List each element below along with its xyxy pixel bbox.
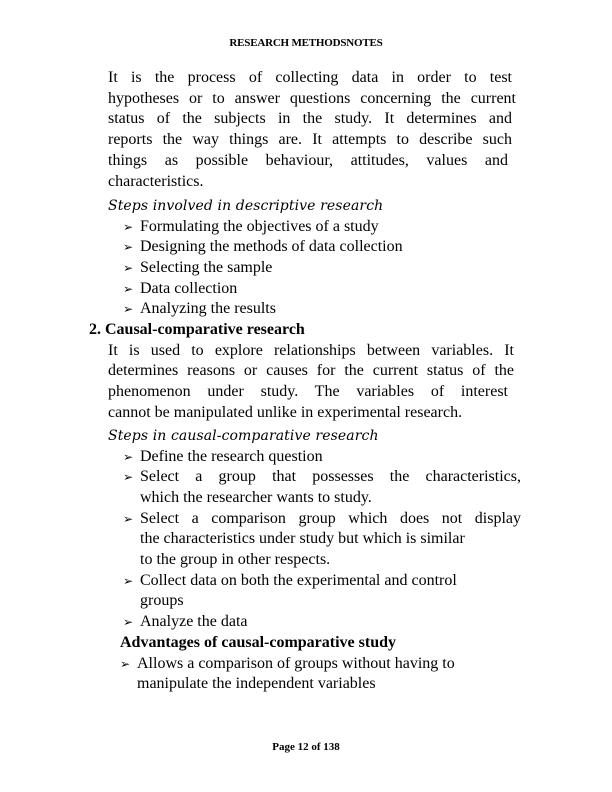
- arrowhead-bullet-icon: ➢: [123, 449, 134, 464]
- arrowhead-bullet-icon: ➢: [123, 573, 134, 588]
- descriptive-steps-heading: Steps involved in descriptive research: [108, 198, 384, 214]
- list-item-continuation: groups: [140, 592, 184, 610]
- list-item-continuation: manipulate the independent variables: [137, 675, 376, 693]
- list-item: ➢ Collect data on both the experimental and control: [123, 571, 457, 592]
- paragraph-line: status of the subjects in the study. It determines and: [108, 110, 512, 128]
- list-item-continuation: to the group in other respects.: [140, 551, 331, 568]
- arrowhead-bullet-icon: ➢: [123, 281, 134, 296]
- list-item: ➢ Define the research question: [123, 447, 323, 468]
- list-item-continuation: which the researcher wants to study.: [140, 488, 372, 506]
- arrowhead-bullet-icon: ➢: [123, 240, 134, 255]
- advantages-heading: Advantages of causal-comparative study: [120, 633, 396, 651]
- list-item: ➢ Data collection: [123, 279, 237, 300]
- arrowhead-bullet-icon: ➢: [123, 615, 134, 630]
- paragraph-line: characteristics.: [108, 172, 204, 190]
- section-number: 2.: [89, 321, 101, 338]
- list-item: ➢ Selecting the sample: [123, 258, 272, 279]
- arrowhead-bullet-icon: ➢: [123, 219, 134, 234]
- arrowhead-bullet-icon: ➢: [123, 470, 134, 485]
- paragraph-line: It is the process of collecting data in order to test: [108, 69, 512, 86]
- paragraph-line: cannot be manipulated unlike in experimental research.: [108, 403, 463, 421]
- paragraph-line: hypotheses or to answer questions concerning the current: [108, 89, 516, 107]
- section-heading: [89, 320, 305, 341]
- arrowhead-bullet-icon: ➢: [123, 260, 134, 275]
- list-item: ➢ Analyze the data: [123, 612, 248, 633]
- list-item: ➢ Select a comparison group which does not display: [123, 509, 521, 530]
- arrowhead-bullet-icon: ➢: [123, 511, 134, 526]
- paragraph-line: It is used to explore relationships between variables. It: [108, 341, 514, 359]
- list-item-continuation: the characteristics under study but which is similar: [140, 530, 465, 548]
- list-item: ➢ Formulating the objectives of a study: [123, 217, 379, 238]
- list-item: ➢ Analyzing the results: [123, 299, 276, 320]
- paragraph-line: reports the way things are. It attempts to describe such: [108, 131, 512, 149]
- arrowhead-bullet-icon: ➢: [123, 302, 134, 317]
- list-item: ➢ Select a group that possesses the characteristics,: [123, 467, 521, 488]
- paragraph-line: phenomenon under study. The variables of interest: [108, 383, 508, 401]
- causal-steps-heading: Steps in causal-comparative research: [108, 428, 379, 444]
- running-header: RESEARCH METHODSNOTES: [229, 37, 383, 49]
- list-item: ➢ Allows a comparison of groups without having to: [120, 654, 455, 675]
- page-number: Page 12 of 138: [272, 741, 340, 753]
- paragraph-line: things as possible behaviour, attitudes, values and: [108, 151, 508, 169]
- list-item: ➢ Designing the methods of data collection: [123, 237, 403, 258]
- arrowhead-bullet-icon: ➢: [120, 656, 131, 671]
- section-title: Causal-comparative research: [105, 321, 305, 338]
- paragraph-line: determines reasons or causes for the current status of the: [108, 362, 514, 380]
